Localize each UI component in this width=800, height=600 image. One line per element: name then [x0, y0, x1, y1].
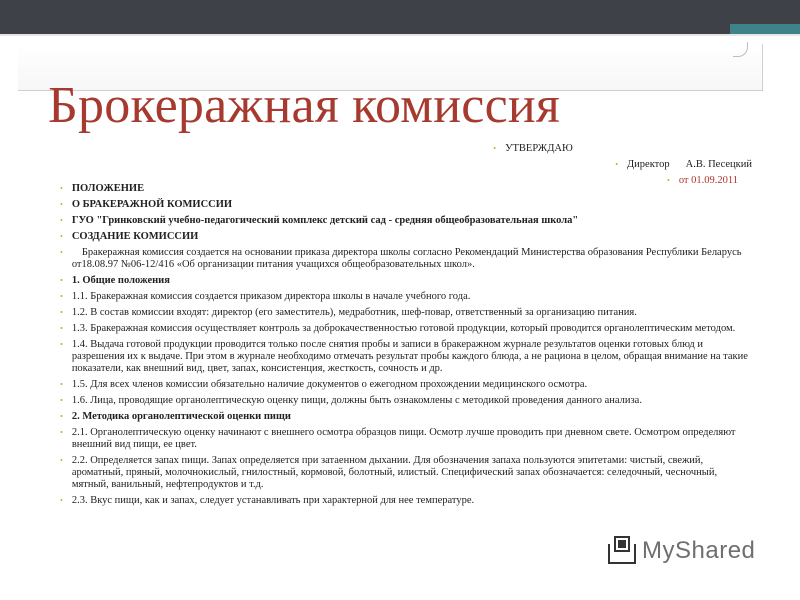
list-item — [60, 183, 752, 195]
list-item-text: 2.2. Определяется запах пищи. Запах определяется при затаенном дыхании. Для обозначения запаха пользуются эпитетами: чистый, свежий, ароматный, пряный, молочнокислый, гнилостный, кормовой, болотный, илистый. Специфический запах обозначается: селедочный, чесночный, мятный, ванильный, нефтепродуктов и т.д. — [71, 455, 718, 490]
list-item-text: ПОЛОЖЕНИЕ — [71, 183, 145, 194]
bullet-icon: • — [493, 144, 497, 153]
presentation-board-icon — [608, 536, 636, 566]
list-item-text: 1.5. Для всех членов комиссии обязательно наличие документов о ежегодном прохождении медицинского осмотра. — [71, 379, 588, 390]
list-item — [60, 275, 752, 287]
list-item-text: О БРАКЕРАЖНОЙ КОМИССИИ — [71, 199, 233, 210]
approval-title: УТВЕРЖДАЮ — [505, 143, 573, 154]
bullet-icon: • — [60, 248, 63, 257]
approval-line-1 — [332, 143, 752, 155]
bullet-icon: • — [60, 412, 63, 421]
list-item-text: 1.1. Бракеражная комиссия создается приказом директора школы в начале учебного года. — [71, 291, 471, 302]
bullet-icon: • — [60, 456, 63, 465]
list-item-text: 1. Общие положения — [71, 275, 170, 286]
list-item-text: 1.4. Выдача готовой продукции проводится только после снятия пробы и записи в бракеражном журнале результатов оценки готовых блюд и разрешения их к выдаче. При этом в журнале необходимо отмечать результат пробы каждого блюда, а не рациона в целом, обращая внимание на такие показатели, как внешний вид, цвет, запах, консистенция, жесткость, сочность и др. — [71, 339, 748, 374]
document-body — [60, 183, 752, 511]
list-item — [60, 307, 752, 319]
bullet-icon: • — [60, 216, 63, 225]
top-bar-divider — [0, 34, 800, 36]
list-item-text: СОЗДАНИЕ КОМИССИИ — [71, 231, 199, 242]
bullet-icon: • — [60, 340, 63, 349]
approval-line-2 — [332, 159, 752, 171]
bullet-icon: • — [667, 176, 670, 185]
bullet-icon: • — [60, 428, 63, 437]
list-item — [60, 379, 752, 391]
list-item — [60, 199, 752, 211]
bullet-icon: • — [60, 232, 63, 241]
list-item-text: Бракеражная комиссия создается на основании приказа директора школы согласно Рекомендаций Министерства образования Республики Беларусь от18.08.97 №06-12/416 «Об организации питания учащихся общеобразовательных школ». — [71, 247, 742, 270]
list-item — [60, 231, 752, 243]
list-item — [60, 323, 752, 335]
list-item-text: ГУО "Гринковский учебно-педагогический комплекс детский сад - средняя общеобразовательная школа" — [71, 215, 579, 226]
list-item — [60, 495, 752, 507]
list-item — [60, 395, 752, 407]
top-bar — [0, 0, 800, 36]
bullet-icon: • — [60, 380, 63, 389]
bullet-icon: • — [615, 160, 619, 169]
bullet-icon: • — [60, 184, 63, 193]
bullet-icon: • — [60, 292, 63, 301]
bullet-icon: • — [60, 396, 63, 405]
list-item-text: 2.3. Вкус пищи, как и запах, следует устанавливать при характерной для нее температуре. — [71, 495, 475, 506]
list-item-text: 2. Методика органолептической оценки пищи — [71, 411, 291, 422]
list-item-text: 1.2. В состав комиссии входят: директор (его заместитель), медработник, шеф-повар, ответственный за организацию питания. — [71, 307, 637, 318]
list-item — [60, 215, 752, 227]
brand-logo-text: MyShared — [642, 537, 756, 564]
footer-brand — [608, 536, 755, 566]
list-item — [60, 427, 752, 451]
list-item — [60, 291, 752, 303]
slide-title: Брокеражная комиссия — [48, 77, 561, 134]
list-item — [60, 455, 752, 491]
bullet-icon: • — [60, 324, 63, 333]
bullet-icon: • — [60, 496, 63, 505]
approval-name: А.В. Песецкий — [685, 159, 752, 170]
bullet-icon: • — [60, 200, 63, 209]
list-item — [60, 247, 752, 271]
approval-role: Директор — [627, 159, 670, 170]
list-item — [60, 411, 752, 423]
bullet-icon: • — [60, 276, 63, 285]
list-item — [60, 339, 752, 375]
list-item-text: 1.3. Бракеражная комиссия осуществляет контроль за доброкачественностью готовой продукции, который проводится органолептическим методом. — [71, 323, 736, 334]
list-item-text: 2.1. Органолептическую оценку начинают с внешнего осмотра образцов пищи. Осмотр лучше проводить при дневном свете. Осмотром определяют внешний вид пищи, ее цвет. — [71, 427, 736, 450]
approval-date: от 01.09.2011 — [678, 175, 738, 186]
bullet-icon: • — [60, 308, 63, 317]
list-item-text: 1.6. Лица, проводящие органолептическую оценку пищи, должны быть ознакомлены с методикой проведения данного анализа. — [71, 395, 642, 406]
